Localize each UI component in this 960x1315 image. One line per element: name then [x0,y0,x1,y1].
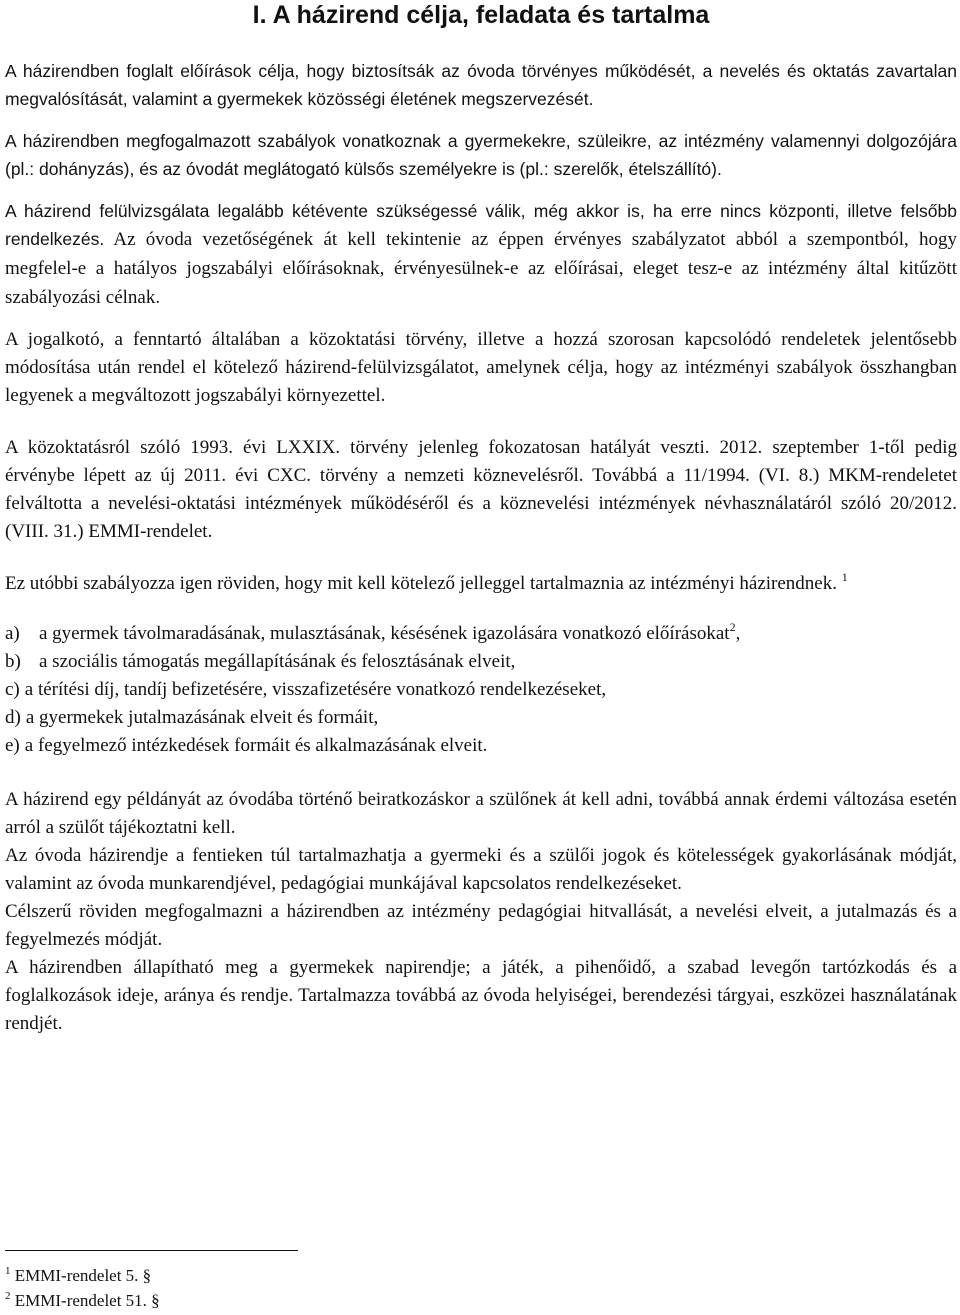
paragraph-review [5,197,957,312]
paragraph-copy: A házirend egy példányát az óvodába történő beiratkozáskor a szülőnek át kell adni, továbbá annak érdemi változása esetén arról a szülőt tájékoztatni kell. [5,789,957,838]
list-item [5,704,957,732]
list-item-label: b) [5,651,21,672]
footnote-divider [5,1250,298,1251]
list-item-text: a fegyelmező intézkedések formáit és alkalmazásának elveit. [24,735,488,756]
list-item [5,620,957,648]
footnote-ref-2[interactable]: 2 [729,620,736,634]
footnote-1 [5,1265,151,1287]
list-item-tail: , [735,623,741,644]
list-item [5,648,957,676]
list-item-text: a térítési díj, tandíj befizetésére, visszafizetésére vonatkozó rendelkezéseket, [24,679,607,700]
page-heading: I. A házirend célja, feladata és tartalma [252,1,710,29]
list-item-label: a) [5,623,20,644]
paragraph-purpose: A házirendben foglalt előírások célja, hogy biztosítsák az óvoda törvényes működését, a nevelés és oktatás zavartalan megvalósítását, valamint a gyermekek közösségi életének megszervezését. [5,61,957,109]
requirements-list [5,620,957,760]
footnote-text: EMMI-rendelet 51. § [14,1291,160,1310]
paragraph-rights: Az óvoda házirendje a fentieken túl tartalmazhatja a gyermeki és a szülői jogok és kötelességek gyakorlásának módját, valamint az óvoda munkarendjével, pedagógiai munkájával kapcsolatos rendelkezéseket. [5,845,957,894]
paragraph-scope: A házirendben megfogalmazott szabályok vonatkoznak a gyermekekre, szüleikre, az intézmény valamennyi dolgozójára (pl.: dohányzás), és az óvodát meglátogató külsős személyekre is (pl.: szerelők, ételszállító). [5,131,957,179]
document-page [5,0,957,1310]
paragraph-laws: A közoktatásról szóló 1993. évi LXXIX. törvény jelenleg fokozatosan hatályát veszti. 2012. szeptember 1-től pedig érvénybe lépett az új 2011. évi CXC. törvény a nemzeti köznevelésről. Továbbá a 11/1994. (VI. 8.) MKM-rendeletet felváltotta a nevelési-oktatási intézmények működéséről és a köznevelési intézmények névhasználatáról szóló 20/2012. (VIII. 31.) EMMI-rendelet. [5,437,957,542]
list-item-text: a szociális támogatás megállapításának és felosztásának elveit, [39,651,516,672]
list-item-text: a gyermek távolmaradásának, mulasztásának, késésének igazolására vonatkozó előírásokat [39,623,730,644]
footnote-number: 2 [5,1290,11,1302]
paragraph-legislator: A jogalkotó, a fenntartó általában a közoktatási törvény, illetve a hozzá szorosan kapcsolódó rendeletek jelentősebb módosítása után rendel el kötelező házirend-felülvizsgálatot, amelynek célja, hogy az intézményi szabályok összhangban legyenek a megváltozott jogszabályi környezettel. [5,329,957,406]
footnote-2 [5,1290,160,1312]
footnote-number: 1 [5,1265,11,1277]
list-item-label: d) [5,707,21,728]
list-item [5,676,957,704]
paragraph-review-part1: A házirend felülvizsgálata legalább kétévente szükségessé válik, még akkor is, ha erre nincs központi, illetve felsőbb rendelkezés. [5,201,957,249]
paragraph-philosophy: Célszerű röviden megfogalmazni a házirendben az intézmény pedagógiai hitvallását, a nevelési elveit, a jutalmazás és a fegyelmezés módját. [5,901,957,950]
paragraph-schedule: A házirendben állapítható meg a gyermekek napirendje; a játék, a pihenőidő, a szabad levegőn tartózkodás és a foglalkozások ideje, aránya és rendje. Tartalmazza továbbá az óvoda helyiségei, berendezési tárgyai, eszközei használatának rendjét. [5,957,957,1034]
paragraph-requirement-text: Ez utóbbi szabályozza igen röviden, hogy mit kell kötelező jelleggel tartalmaznia az intézményi házirendnek. [5,573,837,594]
footnote-text: EMMI-rendelet 5. § [14,1266,152,1285]
list-item [5,732,957,760]
list-item-label: c) [5,679,20,700]
paragraph-review-part2: Az óvoda vezetőségének át kell tekintenie az éppen érvényes szabályzatot abból a szempontból, hogy megfelel-e a hatályos jogszabályi előírásoknak, érvényesülnek-e az előírásai, eleget tesz-e az intézmény által kitűzött szabályozási célnak. [5,229,957,308]
list-item-label: e) [5,735,20,756]
footnote-ref-1[interactable]: 1 [841,570,848,584]
list-item-text: a gyermekek jutalmazásának elveit és formáit, [25,707,379,728]
paragraph-requirement [5,570,957,598]
